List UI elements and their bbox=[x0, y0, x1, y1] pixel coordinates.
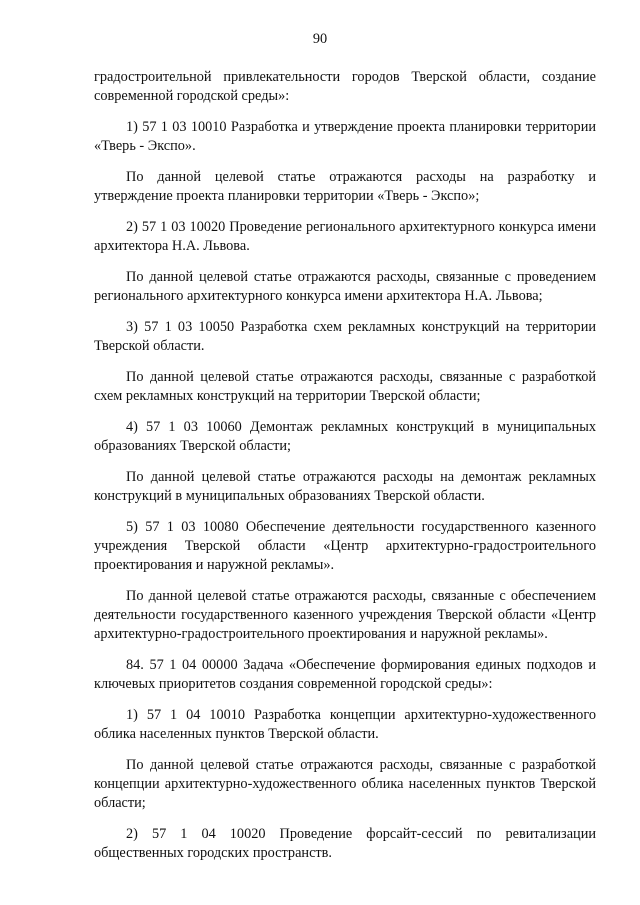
paragraph: 1) 57 1 04 10010 Разработка концепции архитектурно-художественного облика населенных пунктов Тверской области. bbox=[94, 707, 596, 742]
paragraph: По данной целевой статье отражаются расходы, связанные с разработкой концепции архитектурно-художественного облика населенных пунктов Тверской области; bbox=[94, 757, 596, 811]
paragraph: 4) 57 1 03 10060 Демонтаж рекламных конструкций в муниципальных образованиях Тверской области; bbox=[94, 419, 596, 454]
paragraph: градостроительной привлекательности городов Тверской области, создание современной городской среды»: bbox=[94, 69, 596, 104]
paragraph: По данной целевой статье отражаются расходы, связанные с проведением регионального архитектурного конкурса имени архитектора Н.А. Львова; bbox=[94, 269, 596, 304]
document-body bbox=[94, 68, 596, 875]
paragraph: 2) 57 1 04 10020 Проведение форсайт-сессий по ревитализации общественных городских пространств. bbox=[94, 826, 596, 861]
paragraph: 1) 57 1 03 10010 Разработка и утверждение проекта планировки территории «Тверь - Экспо». bbox=[94, 119, 596, 154]
paragraph: По данной целевой статье отражаются расходы на демонтаж рекламных конструкций в муниципальных образованиях Тверской области. bbox=[94, 469, 596, 504]
paragraph: 84. 57 1 04 00000 Задача «Обеспечение формирования единых подходов и ключевых приоритетов создания современной городской среды»: bbox=[94, 657, 596, 692]
paragraph: 5) 57 1 03 10080 Обеспечение деятельности государственного казенного учреждения Тверской области «Центр архитектурно-градостроительного проектирования и наружной рекламы». bbox=[94, 519, 596, 573]
paragraph: 3) 57 1 03 10050 Разработка схем рекламных конструкций на территории Тверской области. bbox=[94, 319, 596, 354]
paragraph: По данной целевой статье отражаются расходы на разработку и утверждение проекта планировки территории «Тверь - Экспо»; bbox=[94, 169, 596, 204]
paragraph: По данной целевой статье отражаются расходы, связанные с обеспечением деятельности государственного казенного учреждения Тверской области «Центр архитектурно-градостроительного проектирования и наружной рекламы». bbox=[94, 588, 596, 642]
paragraph: По данной целевой статье отражаются расходы, связанные с разработкой схем рекламных конструкций на территории Тверской области; bbox=[94, 369, 596, 404]
paragraph: 2) 57 1 03 10020 Проведение регионального архитектурного конкурса имени архитектора Н.А. Львова. bbox=[94, 219, 596, 254]
page-number: 90 bbox=[312, 31, 328, 47]
